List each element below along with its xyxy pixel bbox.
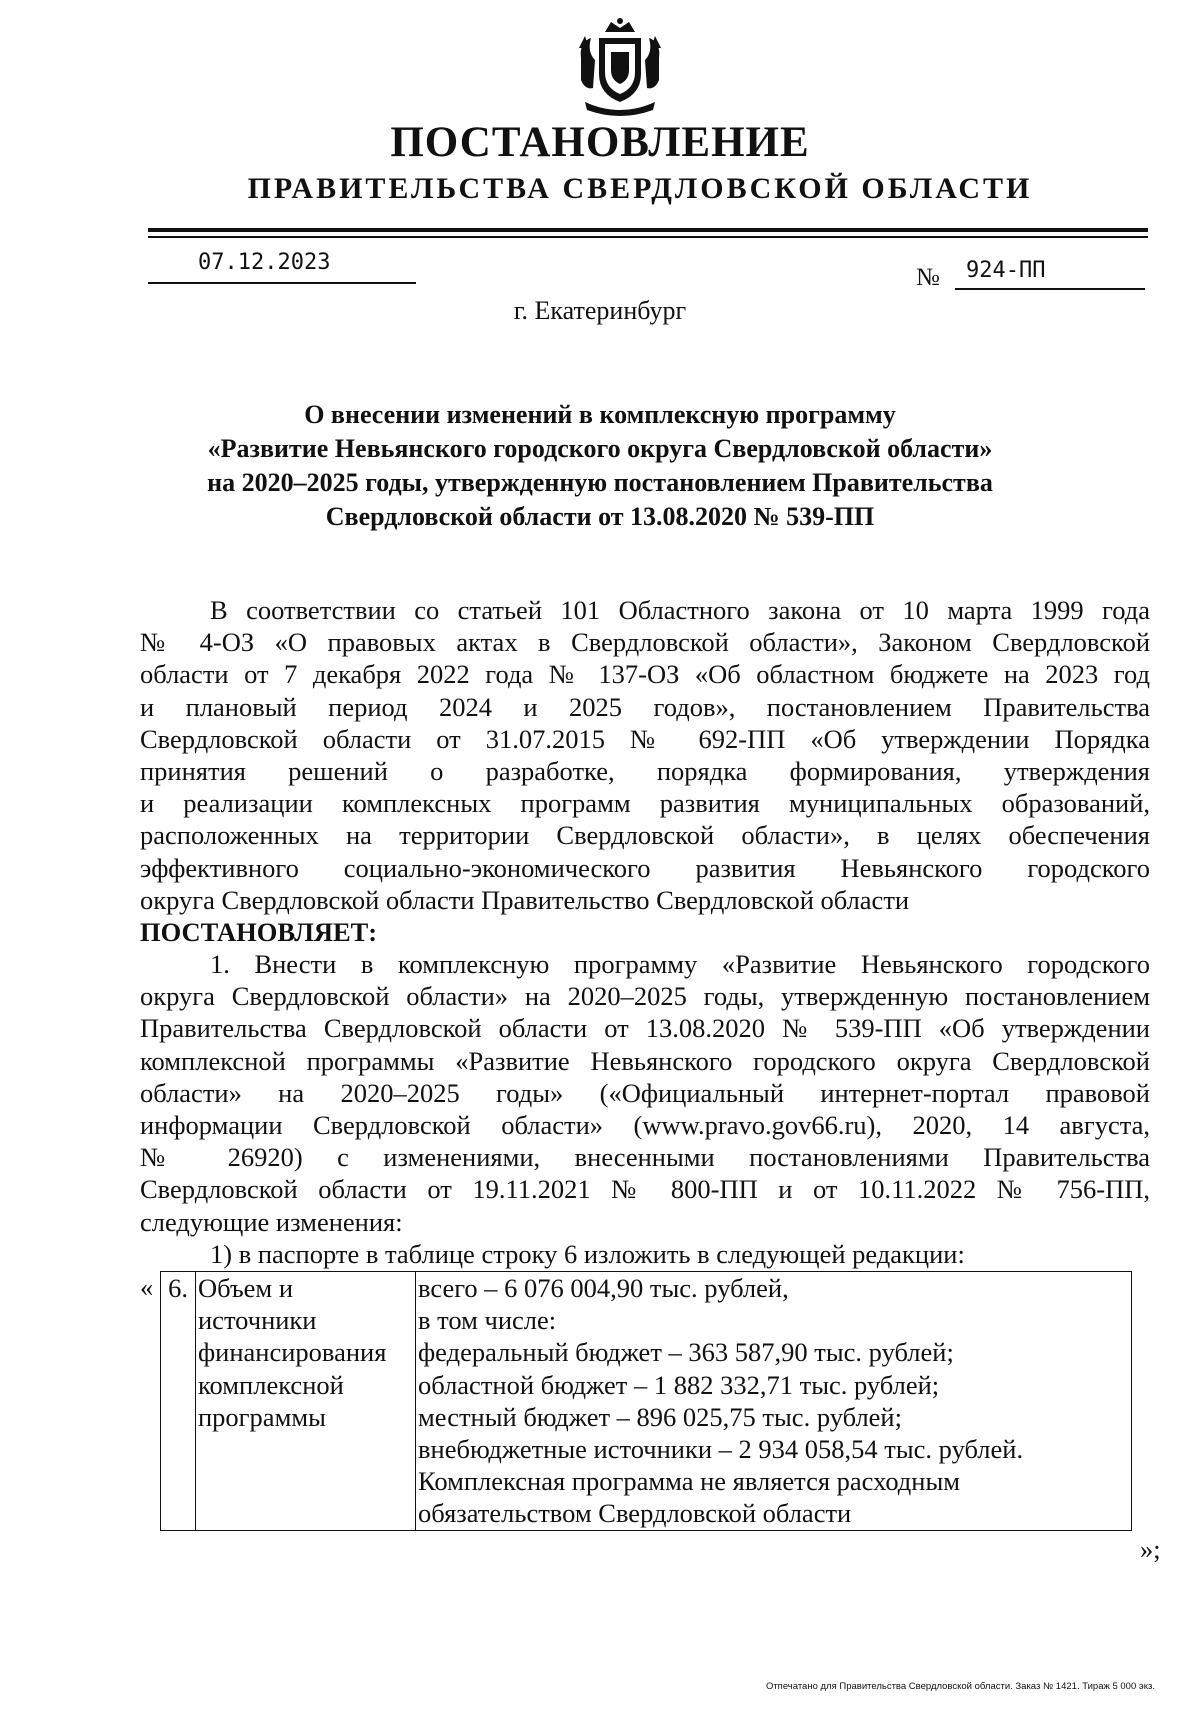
date-underline	[148, 282, 416, 284]
row-value-line: в том числе:	[418, 1305, 557, 1336]
passport-table	[160, 1271, 1132, 1531]
item-line: Свердловской области от 19.11.2021 № 800-ПП и от 10.11.2022 № 756-ПП,	[140, 1174, 1150, 1205]
preamble-line: № 4-ОЗ «О правовых актах в Свердловской области», Законом Свердловской	[140, 627, 1150, 658]
row-name-line: Объем и	[198, 1273, 294, 1303]
preamble-line: Свердловской области от 31.07.2015 № 692-ПП «Об утверждении Порядка	[140, 723, 1150, 754]
heading-line: «Развитие Невьянского городского округа Свердловской области»	[207, 434, 993, 463]
row-name-line: финансирования	[198, 1337, 387, 1368]
row-value-line: областной бюджет – 1 882 332,71 тыс. рублей;	[418, 1369, 940, 1400]
preamble-line: В соответствии со статьей 101 Областного закона от 10 марта 1999 года	[210, 595, 1150, 625]
row-value-line: обязательством Свердловской области	[418, 1498, 852, 1529]
decree-word: ПОСТАНОВЛЯЕТ:	[140, 916, 378, 947]
header-divider-thick	[148, 228, 1148, 232]
document-number: 924-ПП	[966, 258, 1046, 283]
item-line: следующие изменения:	[140, 1206, 403, 1237]
row-name-line: программы	[198, 1401, 326, 1432]
row-number: 6.	[168, 1273, 188, 1303]
row-value-cell	[416, 1272, 1132, 1531]
heading-line: О внесении изменений в комплексную программу	[304, 400, 896, 429]
subitem-line: 1) в паспорте в таблице строку 6 изложить в следующей редакции:	[210, 1238, 965, 1269]
document-title: ПОСТАНОВЛЕНИЕ	[390, 119, 810, 166]
quote-close: »;	[1140, 1534, 1161, 1564]
preamble-line: принятия решений о разработке, порядка формирования, утверждения	[140, 755, 1150, 786]
number-sign: №	[916, 264, 940, 291]
quote-open: «	[140, 1272, 154, 1302]
document-body	[140, 594, 1150, 1270]
item-line: № 26920) с изменениями, внесенными постановлениями Правительства	[140, 1142, 1150, 1173]
preamble-line: расположенных на территории Свердловской области», в целях обеспечения	[140, 820, 1150, 851]
passport-table-block	[140, 1271, 1160, 1581]
heading-line: Свердловской области от 13.08.2020 № 539-ПП	[325, 502, 875, 531]
header-divider-thin	[148, 236, 1148, 238]
preamble-line: и плановый период 2024 и 2025 годов», постановлением Правительства	[140, 691, 1150, 722]
row-value-line: всего – 6 076 004,90 тыс. рублей,	[418, 1273, 789, 1303]
row-name-line: комплексной	[198, 1369, 344, 1400]
resolution-heading	[180, 398, 1020, 534]
row-value-line: федеральный бюджет – 363 587,90 тыс. рублей;	[418, 1337, 954, 1368]
preamble-line: округа Свердловской области Правительство Свердловской области	[140, 884, 910, 915]
document-date: 07.12.2023	[198, 250, 331, 275]
row-value-line: Комплексная программа не является расходным	[418, 1466, 961, 1497]
row-name-cell	[196, 1272, 416, 1531]
item-line: комплексной программы «Развитие Невьянского городского округа Свердловской	[140, 1045, 1150, 1076]
row-number-cell	[161, 1272, 196, 1531]
heading-line: на 2020–2025 годы, утвержденную постановлением Правительства	[207, 468, 993, 497]
print-imprint: Отпечатано для Правительства Свердловской области. Заказ № 1421. Тираж 5 000 экз.	[765, 1681, 1155, 1692]
row-value-line: местный бюджет – 896 025,75 тыс. рублей;	[418, 1401, 902, 1432]
coat-of-arms-emblem	[575, 18, 665, 118]
item-line: 1. Внести в комплексную программу «Развитие Невьянского городского	[210, 949, 1150, 980]
item-line: информации Свердловской области» (www.pravo.gov66.ru), 2020, 14 августа,	[140, 1110, 1150, 1140]
table-row	[161, 1272, 1132, 1531]
row-name-line: источники	[198, 1305, 317, 1336]
row-value-line: внебюджетные источники – 2 934 058,54 тыс. рублей.	[418, 1434, 1024, 1465]
item-line: Правительства Свердловской области от 13.08.2020 № 539-ПП «Об утверждении	[140, 1013, 1150, 1044]
item-line: области» на 2020–2025 годы» («Официальный интернет-портал правовой	[140, 1077, 1150, 1108]
city: г. Екатеринбург	[513, 296, 687, 325]
preamble-line: области от 7 декабря 2022 года № 137-ОЗ «Об областном бюджете на 2023 год	[140, 659, 1150, 690]
preamble-line: эффективного социально-экономического развития Невьянского городского	[140, 852, 1150, 883]
number-underline	[955, 288, 1145, 290]
preamble-line: и реализации комплексных программ развития муниципальных образований,	[140, 788, 1150, 819]
item-line: округа Свердловской области» на 2020–2025 годы, утвержденную постановлением	[140, 981, 1150, 1012]
document-subtitle: ПРАВИТЕЛЬСТВА СВЕРДЛОВСКОЙ ОБЛАСТИ	[247, 172, 1033, 205]
